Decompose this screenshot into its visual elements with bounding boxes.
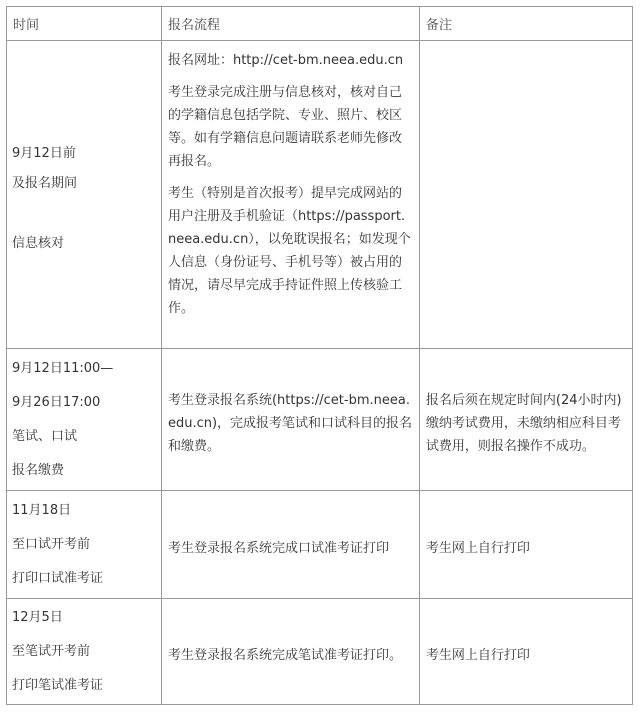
time-line: 至口试开考前 [12, 536, 91, 552]
note-cell [419, 491, 632, 599]
process-text: 考生登录报名系统完成笔试准考证打印。 [167, 648, 402, 663]
schedule-table [6, 6, 633, 705]
time-cell [7, 41, 162, 349]
header-process: 报名流程 [161, 7, 419, 41]
time-cell [7, 349, 162, 491]
note-text: 考生网上自行打印 [425, 648, 530, 663]
time-line: 信息核对 [12, 235, 65, 251]
table-row [7, 599, 633, 705]
time-line: 及报名期间 [12, 175, 78, 191]
table-row [7, 41, 633, 349]
table-row [7, 491, 633, 599]
time-line: 打印笔试准考证 [12, 677, 104, 693]
note-cell [419, 349, 632, 491]
process-text: 考生登录报名系统完成口试准考证打印 [167, 541, 389, 556]
process-text: 考生登录完成注册与信息核对，核对自己的学籍信息包括学院、专业、照片、校区等。如有学籍信息问题请联系老师先修改再报名。 [167, 85, 402, 169]
note-cell [419, 599, 632, 705]
time-line: 9月26日17:00 [12, 394, 101, 410]
time-line: 9月12日11:00— [12, 360, 114, 376]
process-cell [161, 41, 419, 349]
process-text: 报名网址：http://cet-bm.neea.edu.cn [167, 53, 404, 68]
time-line: 至笔试开考前 [12, 643, 91, 659]
note-text: 报名后须在规定时间内(24小时内)缴纳考试费用，未缴纳相应科目考试费用，则报名操作不成功。 [425, 393, 622, 454]
process-cell [161, 349, 419, 491]
time-line: 12月5日 [12, 609, 63, 625]
header-note: 备注 [419, 7, 632, 41]
time-line: 11月18日 [12, 502, 72, 518]
process-text: 考生登录报名系统(https://cet-bm.neea.edu.cn)，完成报考笔试和口试科目的报名和缴费。 [167, 393, 413, 454]
time-line: 9月12日前 [12, 145, 76, 161]
process-cell [161, 599, 419, 705]
time-cell [7, 599, 162, 705]
time-line: 打印口试准考证 [12, 570, 104, 586]
table-row [7, 349, 633, 491]
time-line: 笔试、口试 [12, 428, 78, 444]
process-cell [161, 491, 419, 599]
time-cell [7, 491, 162, 599]
note-text: 考生网上自行打印 [425, 541, 530, 556]
process-text: 考生（特别是首次报考）提早完成网站的用户注册及手机验证（https://passport.neea.edu.cn），以免耽误报名；如发现个人信息（身份证号、手机号等）被占用的情况，请尽早完成手持证件照上传核验工作。 [167, 186, 411, 316]
time-line: 报名缴费 [12, 462, 65, 478]
header-time: 时间 [7, 7, 162, 41]
note-cell [419, 41, 632, 349]
header-row [7, 7, 633, 41]
